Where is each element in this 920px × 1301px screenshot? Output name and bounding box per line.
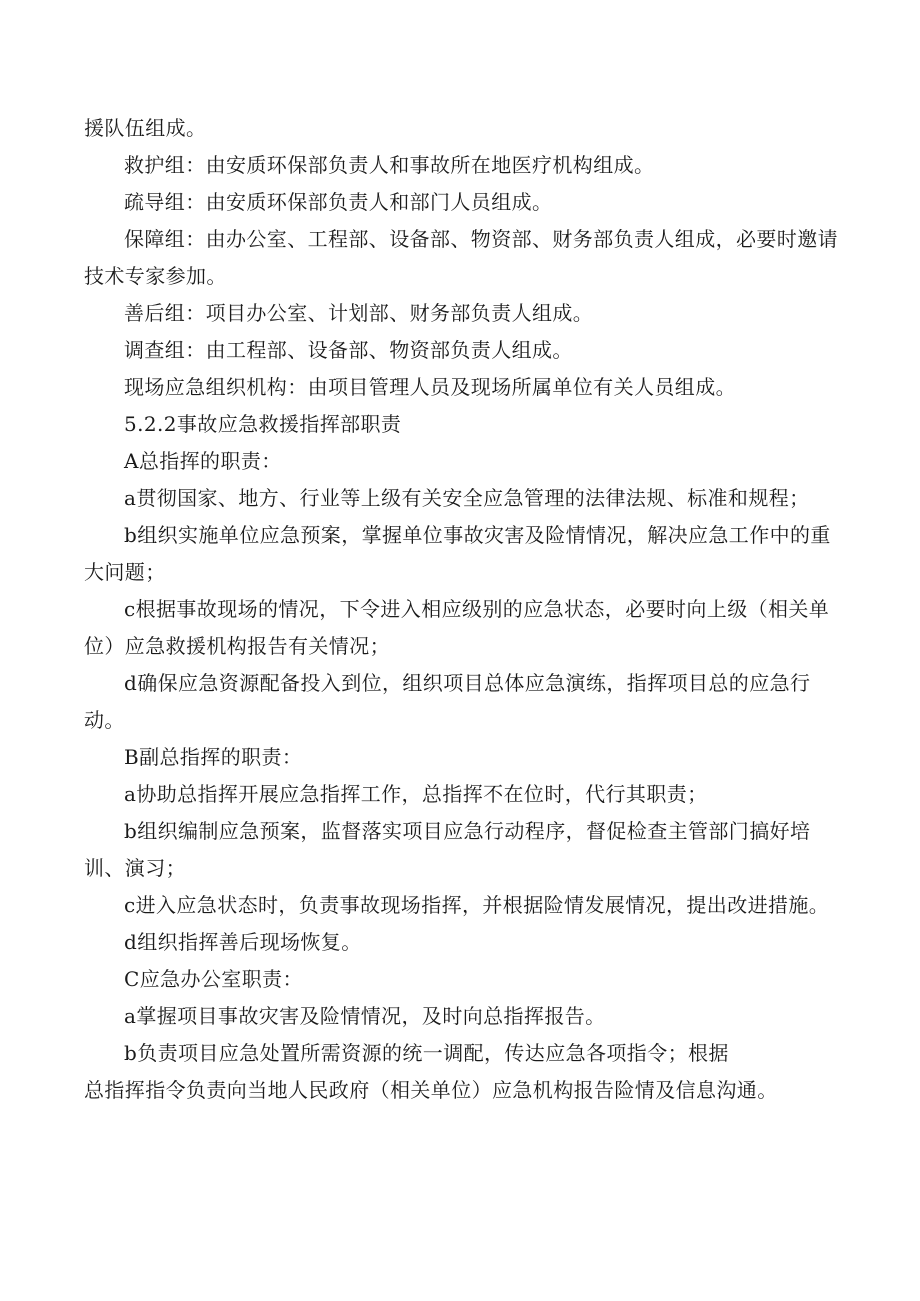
list-item-deputy-b: b组织编制应急预案，监督落实项目应急行动程序，督促检查主管部门搞好培训、演习； bbox=[84, 819, 811, 880]
list-item-commander-c: c根据事故现场的情况，下令进入相应级别的应急状态，必要时向上级（相关单位）应急救援机构报告有关情况； bbox=[84, 597, 830, 658]
subheading-commander-duties: A总指挥的职责： bbox=[124, 449, 282, 473]
subheading-emergency-office-duties: C应急办公室职责： bbox=[124, 967, 303, 991]
list-item-office-b-line1: b负责项目应急处置所需资源的统一调配，传达应急各项指令；根据 bbox=[124, 1041, 729, 1065]
list-item-office-a: a掌握项目事故灾害及险情情况，及时向总指挥报告。 bbox=[124, 1004, 606, 1028]
paragraph-support-group: 保障组：由办公室、工程部、设备部、物资部、财务部负责人组成，必要时邀请技术专家参加。 bbox=[84, 227, 838, 288]
paragraph-rescue-group: 救护组：由安质环保部负责人和事故所在地医疗机构组成。 bbox=[124, 153, 655, 177]
paragraph-onsite-organization: 现场应急组织机构：由项目管理人员及现场所属单位有关人员组成。 bbox=[124, 375, 736, 399]
list-item-deputy-d: d组织指挥善后现场恢复。 bbox=[124, 930, 362, 954]
list-item-commander-d: d确保应急资源配备投入到位，组织项目总体应急演练，指挥项目总的应急行动。 bbox=[84, 671, 811, 732]
paragraph-team-composition-end: 援队伍组成。 bbox=[84, 116, 207, 140]
list-item-deputy-c: c进入应急状态时，负责事故现场指挥，并根据险情发展情况，提出改进措施。 bbox=[124, 893, 830, 917]
paragraph-investigation-group: 调查组：由工程部、设备部、物资部负责人组成。 bbox=[124, 338, 573, 362]
paragraph-aftermath-group: 善后组：项目办公室、计划部、财务部负责人组成。 bbox=[124, 301, 594, 325]
section-heading-5-2-2: 5.2.2事故应急救援指挥部职责 bbox=[124, 412, 402, 436]
list-item-office-b-line2: 总指挥指令负责向当地人民政府（相关单位）应急机构报告险情及信息沟通。 bbox=[84, 1078, 778, 1102]
list-item-commander-a: a贯彻国家、地方、行业等上级有关安全应急管理的法律法规、标准和规程； bbox=[124, 486, 810, 510]
subheading-deputy-commander-duties: B副总指挥的职责： bbox=[124, 745, 303, 769]
document-body bbox=[84, 110, 844, 1109]
list-item-deputy-a: a协助总指挥开展应急指挥工作，总指挥不在位时，代行其职责； bbox=[124, 782, 708, 806]
paragraph-guidance-group: 疏导组：由安质环保部负责人和部门人员组成。 bbox=[124, 190, 553, 214]
list-item-commander-b: b组织实施单位应急预案，掌握单位事故灾害及险情情况，解决应急工作中的重大问题； bbox=[84, 523, 831, 584]
